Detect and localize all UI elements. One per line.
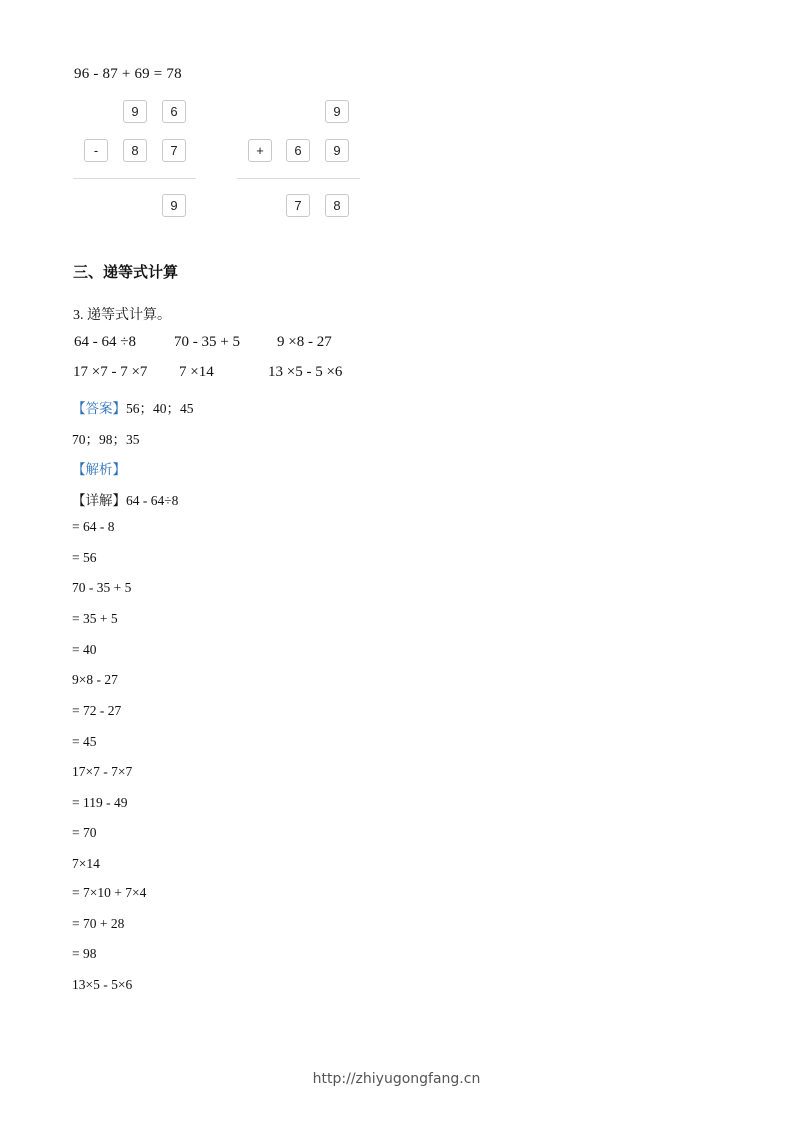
step-line: = 56 [72, 550, 97, 565]
digit-box: 8 [123, 139, 147, 162]
step-line: 7×14 [72, 856, 100, 871]
digit-box: 7 [162, 139, 186, 162]
detail-tag: 【详解】 [72, 493, 126, 508]
digit-box: 6 [286, 139, 310, 162]
expression: 13 ×5 - 5 ×6 [268, 364, 343, 380]
expression: 17 ×7 - 7 ×7 [73, 364, 148, 380]
answer-tag: 【答案】 [72, 401, 126, 416]
step-line: 9×8 - 27 [72, 672, 118, 687]
top-equation: 96 - 87 + 69 = 78 [74, 66, 182, 82]
expression: 70 - 35 + 5 [174, 334, 240, 350]
step-line: = 98 [72, 946, 97, 961]
answer-line [72, 397, 194, 417]
step-line: = 35 + 5 [72, 611, 118, 626]
expression: 9 ×8 - 27 [277, 334, 332, 350]
step-line: = 40 [72, 642, 97, 657]
step-line: = 45 [72, 734, 97, 749]
detail-first-expression: 64 - 64÷8 [126, 493, 179, 508]
expression: 7 ×14 [179, 364, 214, 380]
step-line: = 7×10 + 7×4 [72, 885, 147, 900]
detail-line [72, 489, 178, 509]
footer-url[interactable]: http://zhiyugongfang.cn [312, 1071, 481, 1087]
step-line: 70 - 35 + 5 [72, 580, 132, 595]
result-box: 9 [162, 194, 186, 217]
step-line: = 64 - 8 [72, 519, 115, 534]
step-line: = 72 - 27 [72, 703, 122, 718]
answer-line-2: 70；98；35 [72, 432, 140, 447]
digit-box: 9 [325, 100, 349, 123]
answer-values: 56；40；45 [126, 401, 194, 416]
digit-box: 9 [325, 139, 349, 162]
analysis-tag: 【解析】 [72, 462, 126, 477]
operator-box: - [84, 139, 108, 162]
step-line: = 119 - 49 [72, 795, 128, 810]
result-box: 8 [325, 194, 349, 217]
expression: 64 - 64 ÷8 [74, 334, 136, 350]
divider-line [73, 178, 196, 179]
section-title: 三、递等式计算 [73, 263, 179, 281]
question-label: 3. 递等式计算。 [73, 308, 171, 323]
operator-box: + [248, 139, 272, 162]
step-line: 17×7 - 7×7 [72, 764, 133, 779]
step-line: = 70 [72, 825, 97, 840]
result-box: 7 [286, 194, 310, 217]
digit-box: 6 [162, 100, 186, 123]
divider-line [237, 178, 360, 179]
digit-box: 9 [123, 100, 147, 123]
step-line: = 70 + 28 [72, 916, 125, 931]
step-line: 13×5 - 5×6 [72, 977, 133, 992]
